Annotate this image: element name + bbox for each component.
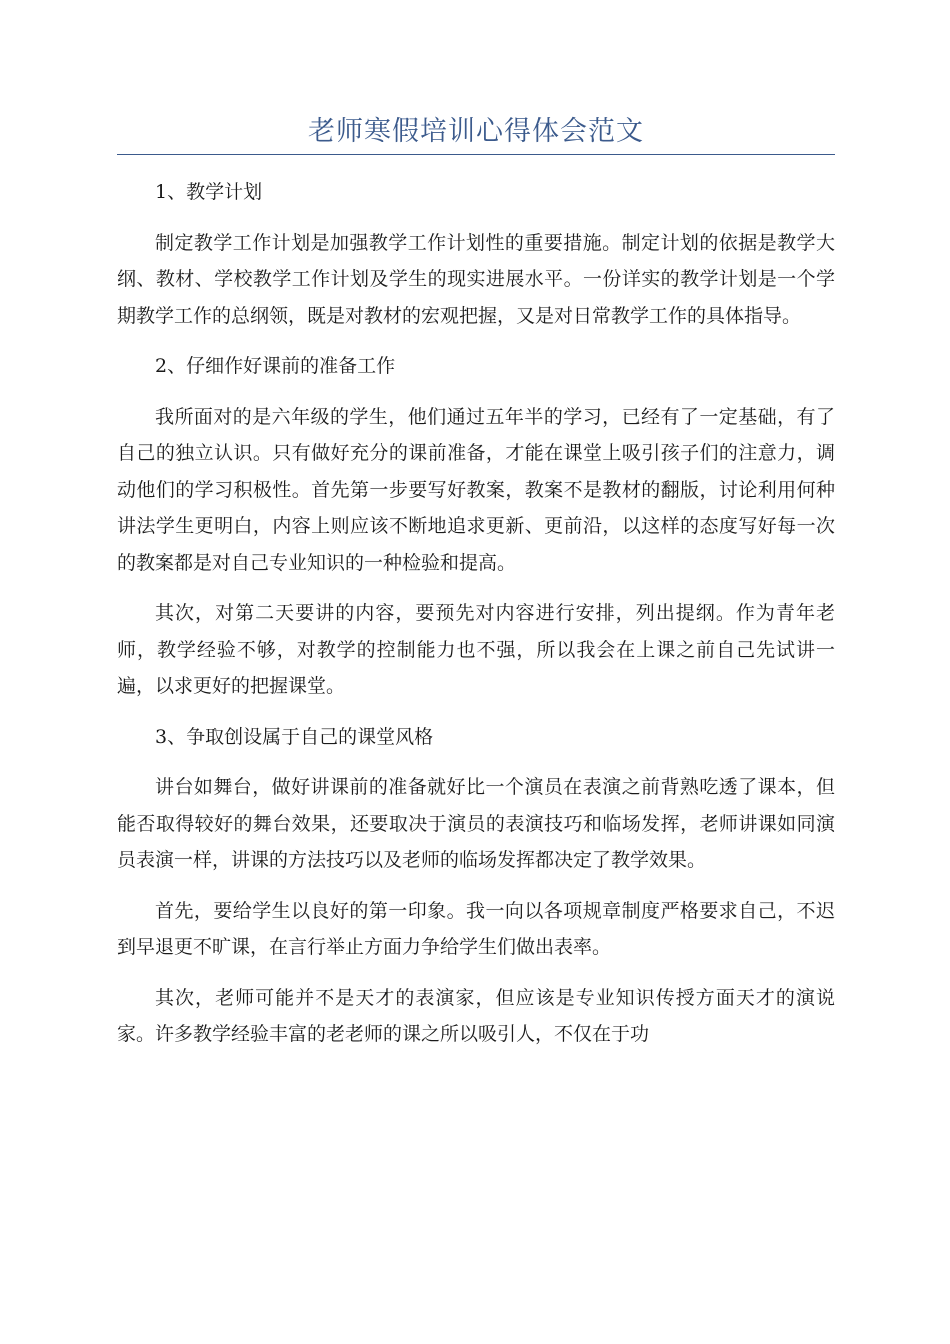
paragraph: 首先，要给学生以良好的第一印象。我一向以各项规章制度严格要求自己，不迟到早退更不旷课，在言行举止方面力争给学生们做出表率。 xyxy=(117,899,835,958)
section-heading-3: 3、争取创设属于自己的课堂风格 xyxy=(155,725,434,748)
paragraph: 其次，老师可能并不是天才的表演家，但应该是专业知识传授方面天才的演说家。许多教学经验丰富的老老师的课之所以吸引人，不仅在于功 xyxy=(117,986,835,1045)
section-heading-2: 2、仔细作好课前的准备工作 xyxy=(155,355,396,377)
paragraph: 我所面对的是六年级的学生，他们通过五年半的学习，已经有了一定基础，有了自己的独立认识。只有做好充分的课前准备，才能在课堂上吸引孩子们的注意力，调动他们的学习积极性。首先第一步要写好教案，教案不是教材的翻版，讨论利用何种讲法学生更明白，内容上则应该不断地追求更新、更前沿，以这样的态度写好每一次的教案都是对自己专业知识的一种检验和提高。 xyxy=(117,405,835,574)
section-heading-1: 1、教学计划 xyxy=(155,181,263,203)
document-title: 老师寒假培训心得体会范文 xyxy=(308,116,644,147)
paragraph: 其次，对第二天要讲的内容，要预先对内容进行安排，列出提纲。作为青年老师，教学经验不够，对教学的控制能力也不强，所以我会在上课之前自己先试讲一遍，以求更好的把握课堂。 xyxy=(117,602,835,697)
document-body xyxy=(117,174,835,1067)
title-underline xyxy=(117,154,835,155)
paragraph: 讲台如舞台，做好讲课前的准备就好比一个演员在表演之前背熟吃透了课本，但能否取得较好的舞台效果，还要取决于演员的表演技巧和临场发挥，老师讲课如同演员表演一样，讲课的方法技巧以及老师的临场发挥都决定了教学效果。 xyxy=(117,776,835,871)
paragraph: 制定教学工作计划是加强教学工作计划性的重要措施。制定计划的依据是教学大纲、教材、学校教学工作计划及学生的现实进展水平。一份详实的教学计划是一个学期教学工作的总纲领，既是对教材的宏观把握，又是对日常教学工作的具体指导。 xyxy=(117,231,835,327)
